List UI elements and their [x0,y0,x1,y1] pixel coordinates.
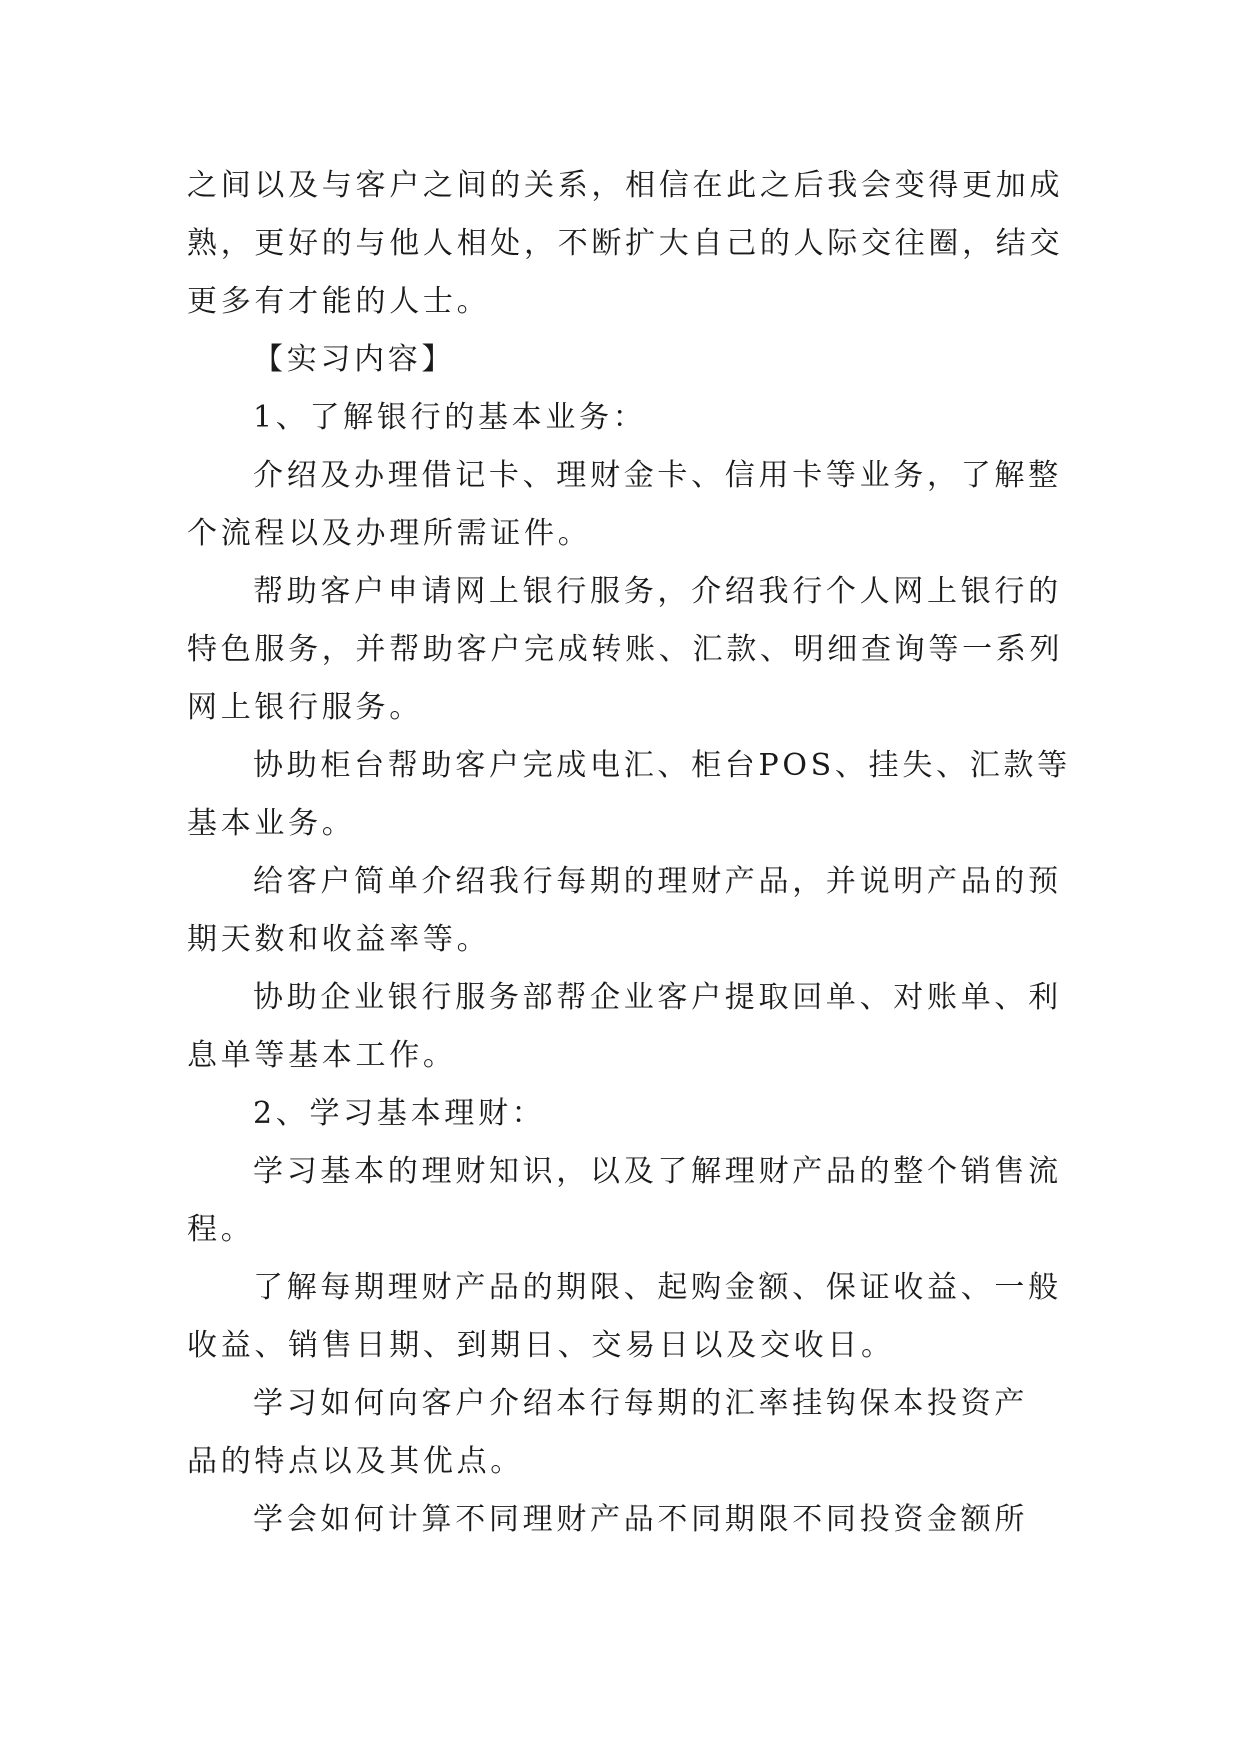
text-line: 之间以及与客户之间的关系，相信在此之后我会变得更加成 [187,168,1064,203]
text-line: 2、学习基本理财： [253,1096,546,1131]
text-line: 熟，更好的与他人相处，不断扩大自己的人际交往圈，结交 [187,226,1064,261]
text-line: 基本业务。 [187,806,356,841]
text-line: 期天数和收益率等。 [187,922,491,957]
text-line: 个流程以及办理所需证件。 [187,516,592,551]
document-body [187,157,1071,1549]
text-line: 特色服务，并帮助客户完成转账、汇款、明细查询等一系列 [187,632,1064,667]
text-line: 协助企业银行服务部帮企业客户提取回单、对账单、利 [253,980,1062,1015]
text-line: 学习如何向客户介绍本行每期的汇率挂钩保本投资产 [253,1386,1029,1421]
text-line: 了解每期理财产品的期限、起购金额、保证收益、一般 [253,1270,1062,1305]
text-line: 给客户简单介绍我行每期的理财产品，并说明产品的预 [253,864,1062,899]
text-line: 网上银行服务。 [187,690,423,725]
text-line: 息单等基本工作。 [187,1038,457,1073]
text-line: 介绍及办理借记卡、理财金卡、信用卡等业务，了解整 [253,458,1062,493]
text-line: 学会如何计算不同理财产品不同期限不同投资金额所 [253,1502,1029,1537]
text-line: 协助柜台帮助客户完成电汇、柜台POS、挂失、汇款等 [253,748,1071,783]
text-line: 帮助客户申请网上银行服务，介绍我行个人网上银行的 [253,574,1062,609]
text-line: 收益、销售日期、到期日、交易日以及交收日。 [187,1328,895,1363]
text-line: 更多有才能的人士。 [187,284,491,319]
text-line: 1、了解银行的基本业务： [253,400,647,435]
text-line: 学习基本的理财知识，以及了解理财产品的整个销售流 [253,1154,1062,1189]
text-line: 程。 [187,1212,255,1247]
text-line: 【实习内容】 [253,342,456,377]
text-line: 品的特点以及其优点。 [187,1444,524,1479]
